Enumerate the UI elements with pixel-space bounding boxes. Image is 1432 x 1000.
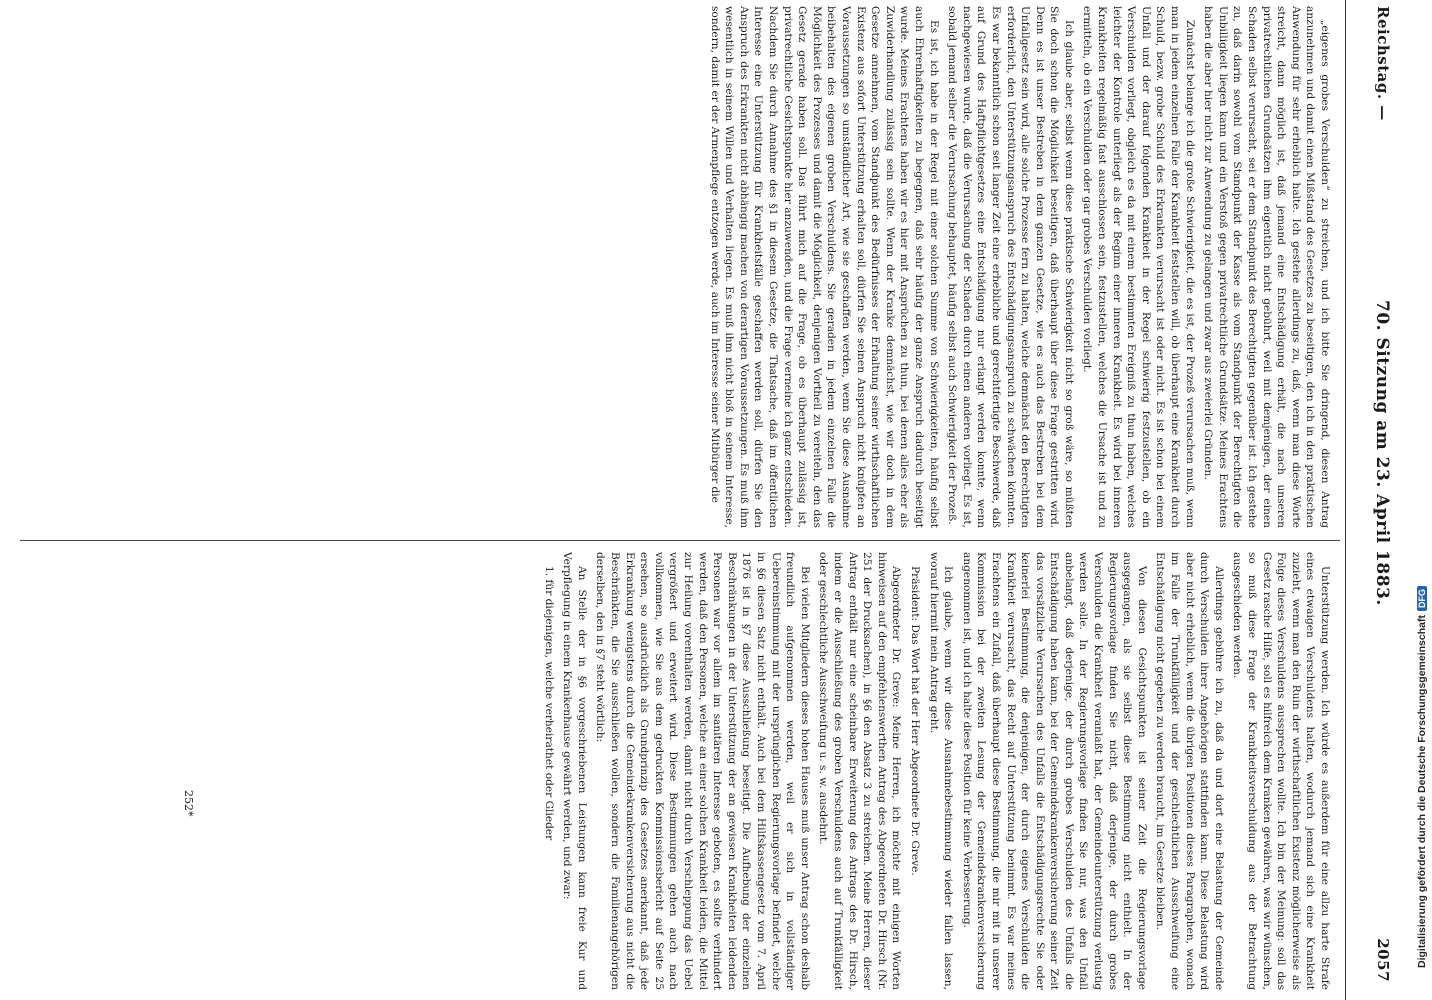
paragraph: Es ist, ich habe in der Regel mit einer solchen Summe von Schwierigkeiten, häufig selbst auch Ehrenhaftigkeiten zu begegnen, daß sehr häufig der ganze Anspruch dadurch beseitigt wurde. Meines Erachtens haben wir es hier mit Ansprüchen zu thun, bei denen alles eher als Zuwiderhandlung zulässig sein sollte. Wenn der Kranke demnächst, wie wir doch in dem Gesetze annehmen, vom Standpunkt des Bedürfnisses der Erhaltung seiner wirthschaftlichen Existenz aus sofort Unterstützung erhalten soll, dürfen Sie seinen Anspruch nicht knüpfen an Voraussetzungen so umständlicher Art, wie sie geschaffen werden, wenn Sie diese Ausnahme beibehalten des eigenen groben Verschuldens. Sie geraden in jedem einzelnen Falle die Möglichkeit des Prozesses und damit die Möglichkeit, denjenigen Vortheil zu vereiteln, den das Gesetz gerade haben soll. Das führt mich auf die Frage, ob es überhaupt zulässig ist, privatrechtliche Gesichtspunkte hier anzuwenden, und die Frage verneine ich ganz entschieden. Nachdem Sie durch Annahme des §1 in diesem Gesetze, die Thatsache, daß im öffentlichen Interesse eine Unterstützung für Krankheitsfälle geschaffen werden soll, dürfen Sie den Anspruch des Erkrankten nicht abhängig machen von derartigen Voraussetzungen. Es muß ihm wesentlich in seinem Willen und Verhalten liegen. Es muß ihm nicht bloß in seinem Interesse, sondern, damit er der Armenpflege entzogen werde, auch im Interesse seiner Mitbürger die xyxy=(708,6,940,528)
dfg-logo: DFG xyxy=(1417,586,1427,611)
dfg-credit-text: Digitalisierung gefördert durch die Deutsche Forschungsgemeinschaft xyxy=(1416,615,1428,968)
paragraph: Bei vielen Mitgliedern dieses hohen Hauses muß unser Antrag schon deshalb freundlich aufgenommen werden, weil er sich in vollständiger Uebereinstimmung mit der ursprünglichen Regierungsvorlage befindet, welche in §6 diesen Satz nicht enthält. Auch bei dem Hilfskassengesetz vom 7. April 1876 ist in §7 diese Ausschließung beseitigt. Die Aufhebung der einzelnen Beschränkungen in der Unterstützung der an gewissen Krankheiten leidenden Personen war vor allem im sanitären Interesse geboten, es sollte verhindert werden, daß den Personen, welche an einer solchen Krankheit leiden, die Mittel zur Heilung vorenthalten werden, damit nicht durch Verschleppung das Uebel vergrößert und erweitert wird. Diese Bestimmungen gehen auch nach vollkommen, wie Sie aus dem gedruckten Kommissionsbericht auf Seite 25 ersehen, so ausdrücklich als Grundprinzip des Gesetzes anerkannt, daß jede Erkrankung wenigstens durch die Gemeindekrankenversicherung aus nicht die Beschränkten, die Sie ausschließen wollen, sondern die Familienangehörigen derselben, den in §7 steht wörtlich: xyxy=(594,552,811,990)
column-right xyxy=(202,552,1332,990)
paragraph: „eigenes grobes Verschulden“ zu streichen, und ich bitte Sie dringend, diesen Antrag anzunehmen und damit einen Mißstand des Gesetzes zu beseitigen, den ich in den praktischen Anwendung für sehr erheblich halte. Ich gestehe allerdings zu, daß, wenn man diese Worte streicht, dann möglich ist, daß jemand eine Entschädigung erhält, die nach unseren privatrechtlichen Grundsätzen ihm eigentlich nicht gebührt, weil mit demjenigen, der einen Schaden selbst verursacht, sei er dem Standpunkt des Berechtigten gegenüber ist. Ich gestehe zu, daß darin sowohl vom Standpunkt der Kasse als vom Standpunkt der Berechtigten die Unbilligkeit liegen kann und ein Verstoß gegen privatrechtliche Grundsätze. Meines Erachtens haben die aber hier nicht zur Anwendung zu gelangen und zwar aus zweierlei Gründen. xyxy=(1202,6,1331,528)
paragraph: Allerdings gebühre ich zu, daß da und dort eine Belastung der Gemeinde durch Verschulden ihrer Angehörigen stattfinden kann. Diese Belastung wird aber nicht erheblich, wenn die übrigen Positionen dieses Paragraphen, wonach im Falle der Trunkfälligkeit und der geschlechtlichen Ausschweifung eine Entschädigung nicht gegeben zu werden braucht, im Gesetze bleiben. xyxy=(1154,552,1225,990)
header-left: Reichstag. — xyxy=(1374,6,1392,121)
page-header xyxy=(1352,0,1400,1000)
column-divider xyxy=(20,540,1340,541)
speaker-paragraph: Abgeordneter Dr. Greve: Meine Herren, ich möchte mit einigen Worten hinweisen auf den empfehlenswerthen Antrag des Abgeordneten Dr. Hirsch (Nr. 251 der Drucksachen), in §6 den Absatz 3 zu streichen. Meine Herren, dieser Antrag enthält nur eine scheinbare Erweiterung des Antrags des Dr. Hirsch, indem er die Ausschließung des groben Verschuldens auch auf Trunkfälligkeit oder geschlechtliche Ausschweifung u. s. w. ausdehnt. xyxy=(817,552,903,990)
signature-mark: 252* xyxy=(182,790,195,817)
page-number: 2057 xyxy=(1374,938,1392,982)
list-item: 1. für diejenigen, welche verheirathet oder Glieder xyxy=(542,566,555,841)
quote-paragraph: An Stelle der in §6 vorgeschriebenen Leistungen kann freie Kur und Verpflegung in einem Krankenhause gewährt werden, und zwar: xyxy=(561,552,588,990)
header-title: 70. Sitzung am 23. April 1883. xyxy=(1372,300,1392,606)
column-left xyxy=(12,6,1332,528)
speaker-paragraph: Präsident: Das Wort hat der Herr Abgeordnete Dr. Greve. xyxy=(908,566,921,876)
paragraph: Von diesen Gesichtspunkten ist seiner Zeit die Regierungsvorlage ausgegangen, als sie selbst diese Bestimmung nicht enthielt. In der Regierungsvorlage finden Sie nicht, daß derjenige, der durch grobes Verschulden die Krankheit veranlaßt hat, der Gemeindeunterstützung verlustig werden solle. In der Regierungsvorlage finden Sie nur, was den Unfall anbelangt, daß derjenige, der durch grobes Verschulden des Unfalls die Entschädigung haben kann, bei der Gemeindekrankenversicherung seiner Zeit das vorsätzliche Verursachen des Unfalls die Entschädigungsrechte Sie oder keinerlei Bestimmung, die denjenigen, der durch eigenes Verschulden die Krankheit verursacht, das Recht auf Unterstützung benimmt. Es war meines Erachtens ein Zufall, daß überhaupt diese Bestimmung, die mir mit in unserer Kommission bei der zweiten Lesung der Gemeindekrankenversicherung angenommen ist, und ich halte diese Position für keine Verbesserung. xyxy=(960,552,1148,990)
paragraph: Zunächst belange ich die große Schwierigkeit, die es ist, der Prozeß verursachen muß, wenn man in jedem einzelnen Falle der Krankheit feststellen will, ob überhaupt eine Krankheit durch Schuld, bezw. grobe Schuld des Erkrankten verursacht ist oder nicht. Es ist schon bei einem Unfall und der darauf folgenden Krankheit in der Regel schwierig festzustellen, ob ein Verschulden vorliegt, obgleich es da mit einem bestimmten Ereigniß zu thun haben, welches leichter der Kontrole unterliegt als der Beginn einer inneren Krankheit. Es wird bei inneren Krankheiten regelmäßig fast ausschlossen sein, festzustellen, welches die Ursache ist und zu ermitteln, ob ein Verschulden oder gar grobes Verschulden vorliegt. xyxy=(1081,6,1196,528)
paragraph: Ich glaube aber, selbst wenn diese praktische Schwierigkeit nicht so groß wäre, so müßten Sie doch schon die Möglichkeit beseitigen, daß überhaupt über diese Frage gestritten wird. Denn es ist unser Bestreben in dem ganzen Gesetze, wie es auch das Bestreben bei dem Unfallgesetz sein wird, alle solche Prozesse fern zu halten, welche demnächst den Berechtigten erforderlich, den Unterstützungsanspruch des Entschädigungsanspruch zu schwächen könnten. Es war bekanntlich schon seit langer Zeit eine erhebliche und gerechtfertigte Beschwerde, daß auf Grund des Haftpflichtgesetzes eine Entschädigung nur erlangt werden konnte, wenn nachgewiesen wurde, daß die Verursachung der Schaden durch einen anderen vorliegt. Es ist, sobald jemand selber die Verursachung behauptet, häufig selbst auch Schwierigkeit der Prozeß. xyxy=(946,6,1075,528)
header-rule xyxy=(1345,0,1346,1000)
paragraph: Unterstützung werden. Ich würde es außerdem für eine allzu harte Strafe eines etwaigen Verschuldens halten, wodurch jemand sich eine Krankheit zuzieht, wenn man den Ruin der wirthschaftlichen Existenz möglicherweise als Folge dieses Verschuldens aussprechen wollte. Ich bin der Meinung: soll das Gesetz rasche Hilfe, soll es hilfreich dem Kranken gewähren, was wir wünschen, so muß diese Frage der Krankheitsverschuldung aus der Betrachtung ausgeschieden werden. xyxy=(1231,552,1331,990)
paragraph: Ich glaube, wenn wir diese Ausnahmebestimmung wieder fallen lassen, worauf hiermit mein Antrag geht. xyxy=(927,552,955,990)
dfg-credit xyxy=(1404,0,1428,1000)
